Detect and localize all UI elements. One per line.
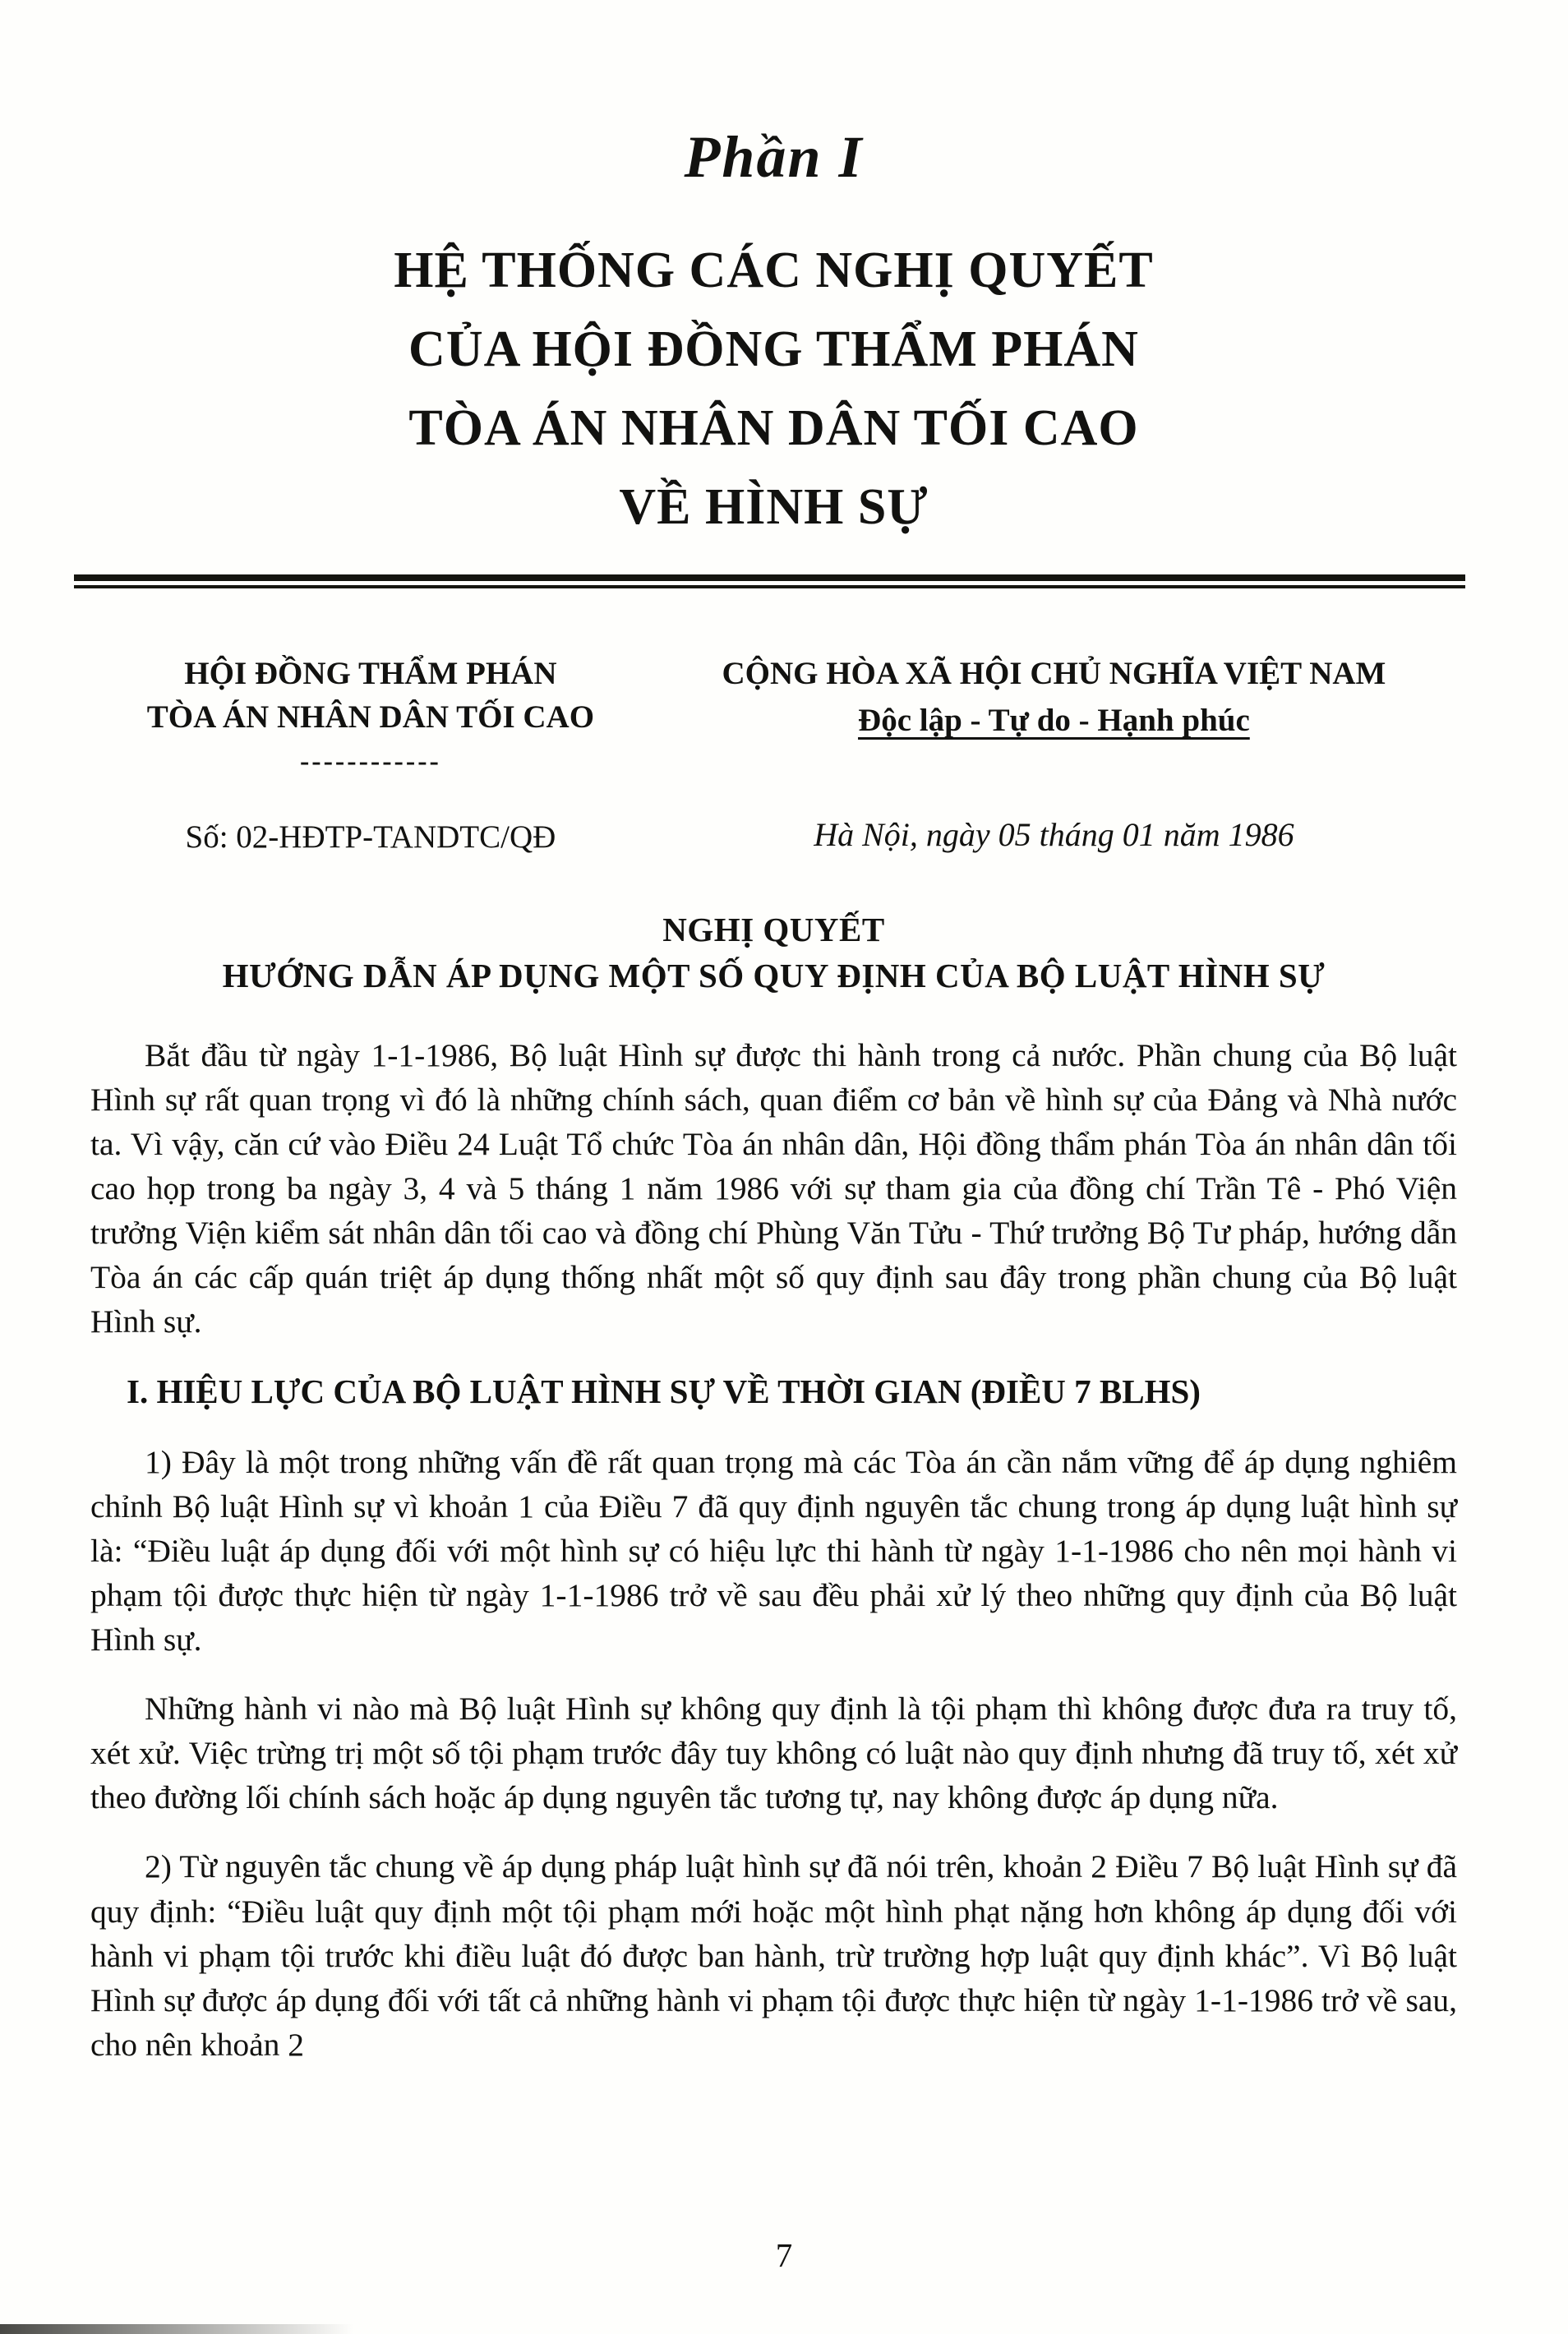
national-header-block	[651, 653, 1457, 855]
letterhead	[90, 653, 1457, 855]
page-number: 7	[775, 2236, 793, 2274]
part-label: Phần I	[684, 124, 864, 190]
main-title	[90, 231, 1457, 547]
national-motto: Độc lập - Tự do - Hạnh phúc	[858, 703, 1250, 739]
issuer-divider-dashes: ------------	[299, 745, 441, 777]
country-name: CỘNG HÒA XÃ HỘI CHỦ NGHĨA VIỆT NAM	[722, 656, 1386, 692]
document-title: NGHỊ QUYẾT	[662, 910, 885, 948]
scan-edge-artifact	[0, 2324, 353, 2334]
issuer-name-line-1: HỘI ĐỒNG THẨM PHÁN	[184, 656, 557, 692]
issuer-block	[90, 653, 651, 855]
section-1-heading: I. HIỆU LỰC CỦA BỘ LUẬT HÌNH SỰ VỀ THỜI GIAN (ĐIỀU 7 BLHS)	[127, 1372, 1201, 1411]
main-title-line-1: HỆ THỐNG CÁC NGHỊ QUYẾT	[394, 242, 1154, 298]
paragraph-2: Những hành vi nào mà Bộ luật Hình sự không quy định là tội phạm thì không được đưa ra truy tố, xét xử. Việc trừng trị một số tội phạm trước đây tuy không có luật nào quy định nhưng đã truy tố, xét xử theo đường lối chính sách hoặc áp dụng nguyên tắc tương tự, nay không được áp dụng nữa.	[90, 1691, 1457, 1816]
dateline: Hà Nội, ngày 05 tháng 01 năm 1986	[814, 815, 1294, 853]
title-divider-rule	[74, 574, 1465, 588]
document-body	[90, 1033, 1457, 2067]
main-title-line-2: CỦA HỘI ĐỒNG THẨM PHÁN	[408, 321, 1139, 378]
main-title-line-4: VỀ HÌNH SỰ	[619, 479, 929, 536]
document-subtitle: HƯỚNG DẪN ÁP DỤNG MỘT SỐ QUY ĐỊNH CỦA BỘ LUẬT HÌNH SỰ	[222, 956, 1326, 994]
issuer-name-line-2: TÒA ÁN NHÂN DÂN TỐI CAO	[146, 699, 595, 736]
main-title-line-3: TÒA ÁN NHÂN DÂN TỐI CAO	[408, 400, 1139, 457]
paragraph-intro: Bắt đầu từ ngày 1-1-1986, Bộ luật Hình sự được thi hành trong cả nước. Phần chung của Bộ luật Hình sự rất quan trọng vì đó là những chính sách, quan điểm cơ bản về hình sự của Đảng và Nhà nước ta. Vì vậy, căn cứ vào Điều 24 Luật Tổ chức Tòa án nhân dân, Hội đồng thẩm phán Tòa án nhân dân tối cao họp trong ba ngày 3, 4 và 5 tháng 1 năm 1986 với sự tham gia của đồng chí Trần Tê - Phó Viện trưởng Viện kiểm sát nhân dân tối cao và đồng chí Phùng Văn Tửu - Thứ trưởng Bộ Tư pháp, hướng dẫn Tòa án các cấp quán triệt áp dụng thống nhất một số quy định sau đây trong phần chung của Bộ luật Hình sự.	[90, 1036, 1457, 1340]
paragraph-3: 2) Từ nguyên tắc chung về áp dụng pháp luật hình sự đã nói trên, khoản 2 Điều 7 Bộ luật Hình sự đã quy định: “Điều luật quy định một tội phạm mới hoặc một hình phạt nặng hơn không áp dụng đối với hành vi phạm tội trước khi điều luật đó được ban hành, trừ trường hợp luật quy định khác”. Vì Bộ luật Hình sự được áp dụng đối với tất cả những hành vi phạm tội được thực hiện từ ngày 1-1-1986 trở về sau, cho nên khoản 2	[90, 1848, 1457, 2063]
document-number: Số: 02-HĐTP-TANDTC/QĐ	[185, 819, 556, 855]
paragraph-1: 1) Đây là một trong những vấn đề rất quan trọng mà các Tòa án cần nắm vững để áp dụng nghiêm chỉnh Bộ luật Hình sự vì khoản 1 của Điều 7 đã quy định nguyên tắc chung trong áp dụng luật hình sự là: “Điều luật áp dụng đối với một hình sự có hiệu lực thi hành từ ngày 1-1-1986 cho nên mọi hành vi phạm tội được thực hiện từ ngày 1-1-1986 trở về sau đều phải xử lý theo những quy định của Bộ luật Hình sự.	[90, 1443, 1457, 1658]
